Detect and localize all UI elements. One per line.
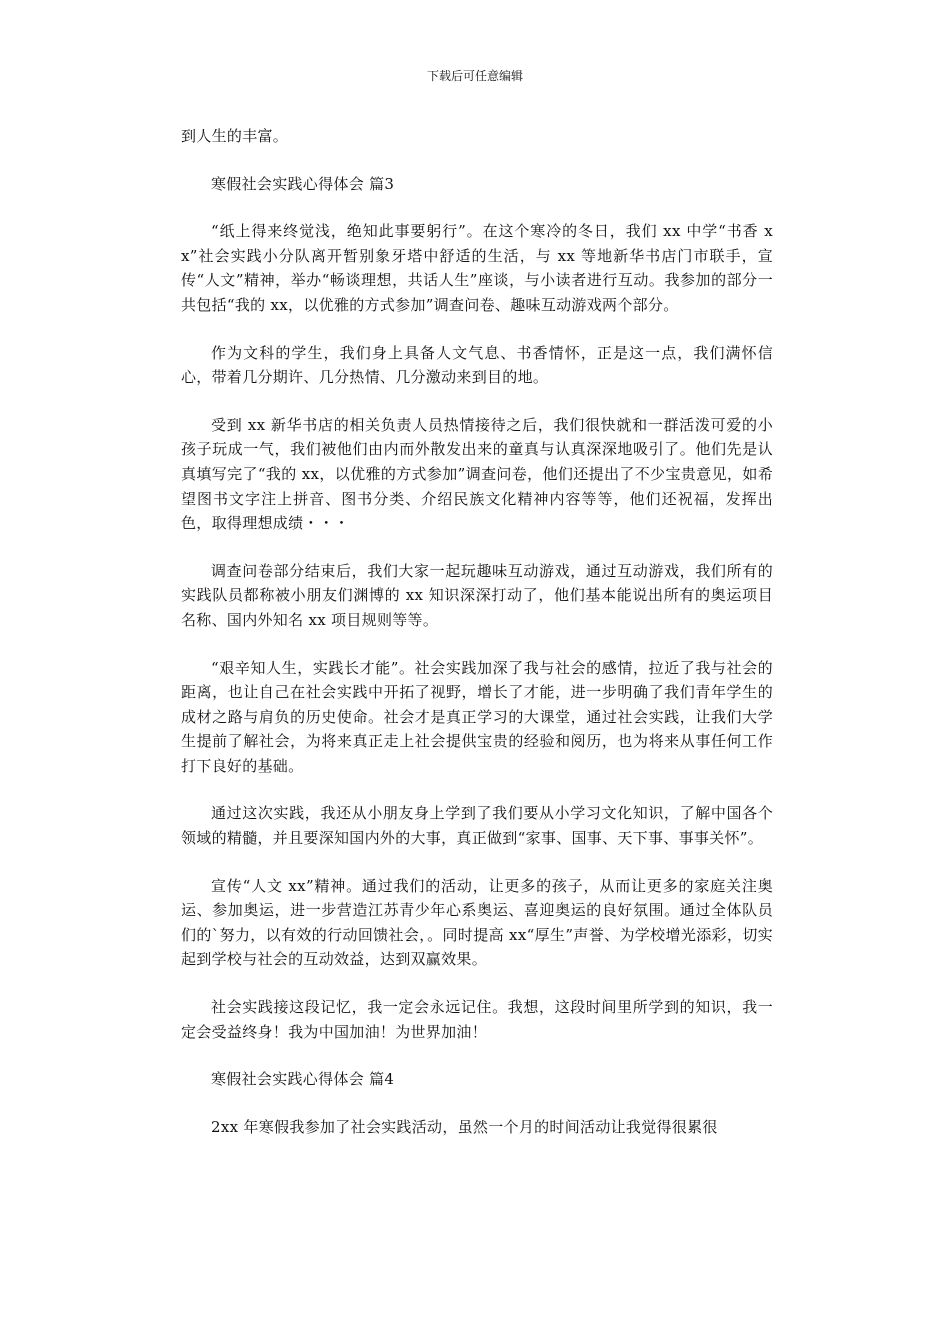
document-body <box>181 124 773 1162</box>
paragraph: 通过这次实践，我还从小朋友身上学到了我们要从小学习文化知识，了解中国各个领域的精髓，并且要深知国内外的大事，真正做到“家事、国事、天下事、事事关怀”。 <box>181 804 773 848</box>
paragraph: 调查问卷部分结束后，我们大家一起玩趣味互动游戏，通过互动游戏，我们所有的实践队员都称被小朋友们渊博的 xx 知识深深打动了，他们基本能说出所有的奥运项目名称、国内外知名 xx 项目规则等等。 <box>181 561 773 629</box>
paragraph: 受到 xx 新华书店的相关负责人员热情接待之后，我们很快就和一群活泼可爱的小孩子玩成一气，我们被他们由内而外散发出来的童真与认真深深地吸引了。他们先是认真填写完了“我的 xx，以优雅的方式参加”调查问卷，他们还提出了不少宝贵意见，如希望图书文字注上拼音、图书分类、介绍民族文化精神内容等等，他们还祝福，发挥出色，取得理想成绩・・・ <box>181 415 773 533</box>
section-heading-3: 寒假社会实践心得体会 篇3 <box>211 174 395 193</box>
paragraph-continuation: 到人生的丰富。 <box>181 127 289 145</box>
section-heading-4: 寒假社会实践心得体会 篇4 <box>211 1070 395 1089</box>
page-header: 下载后可任意编辑 <box>426 69 523 83</box>
paragraph: “纸上得来终觉浅，绝知此事要躬行”。在这个寒冷的冬日，我们 xx 中学“书香 xx”社会实践小分队离开暂别象牙塔中舒适的生活，与 xx 等地新华书店门市联手，宣传“人文”精神，举办“畅谈理想，共话人生”座谈，与小读者进行互动。我参加的部分一共包括“我的 xx，以优雅的方式参加”调查问卷、趣味互动游戏两个部分。 <box>181 222 773 314</box>
paragraph: 2xx 年寒假我参加了社会实践活动，虽然一个月的时间活动让我觉得很累很 <box>211 1117 718 1136</box>
paragraph: 宣传“人文 xx”精神。通过我们的活动，让更多的孩子，从而让更多的家庭关注奥运、参加奥运，进一步营造江苏青少年心系奥运、喜迎奥运的良好氛围。通过全体队员们的`努力，以有效的行动回馈社会，。同时提高 xx“厚生”声誉、为学校增光添彩，切实起到学校与社会的互动效益，达到双赢效果。 <box>181 876 773 969</box>
paragraph: 作为文科的学生，我们身上具备人文气息、书香情怀，正是这一点，我们满怀信心，带着几分期许、几分热情、几分激动来到目的地。 <box>181 343 773 387</box>
paragraph: 社会实践接这段记忆，我一定会永远记住。我想，这段时间里所学到的知识，我一定会受益终身！我为中国加油！为世界加油！ <box>181 998 773 1041</box>
paragraph: “艰辛知人生，实践长才能”。社会实践加深了我与社会的感情，拉近了我与社会的距离，也让自己在社会实践中开拓了视野，增长了才能，进一步明确了我们青年学生的成材之路与肩负的历史使命。社会才是真正学习的大课堂，通过社会实践，让我们大学生提前了解社会，为将来真正走上社会提供宝贵的经验和阅历，也为将来从事任何工作打下良好的基础。 <box>181 658 773 775</box>
